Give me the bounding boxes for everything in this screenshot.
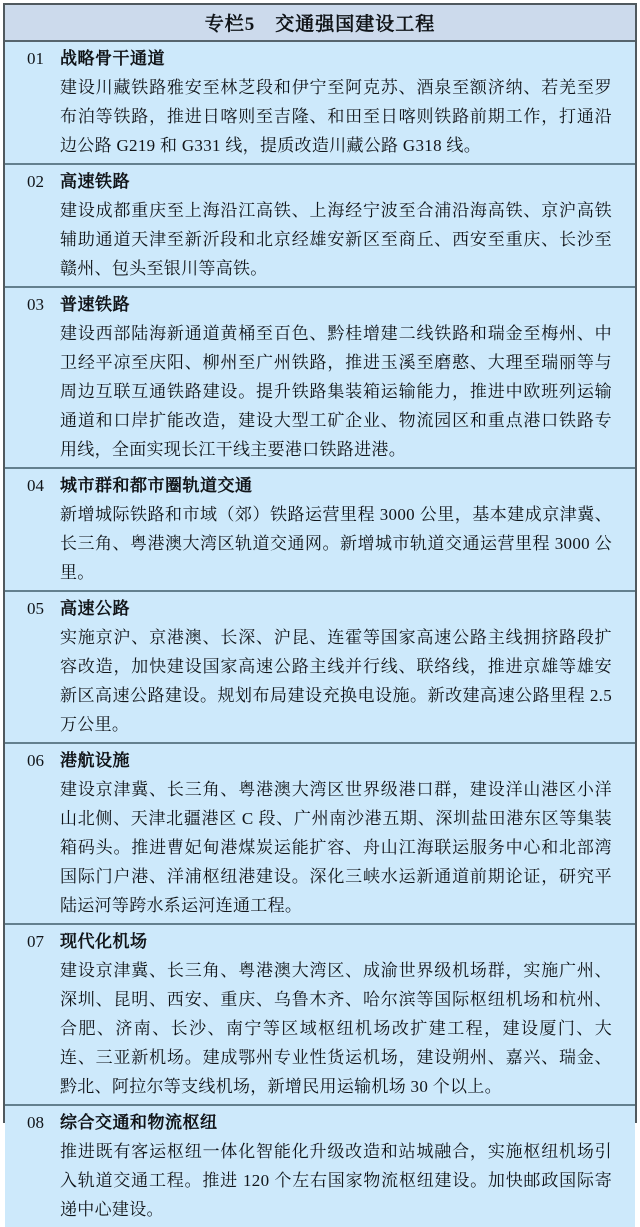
section-number: 08 (27, 1113, 44, 1132)
section-body: 建设成都重庆至上海沿江高铁、上海经宁波至合浦沿海高铁、京沪高铁辅助通道天津至新沂段和北京经雄安新区至商丘、西安至重庆、长沙至赣州、包头至银川等高铁。 (60, 201, 612, 278)
section-content (60, 746, 612, 920)
section-number: 07 (27, 932, 44, 951)
section-row-01 (5, 42, 635, 163)
section-row-02 (5, 163, 635, 286)
section-number: 04 (27, 476, 44, 495)
section-body: 建设川藏铁路雅安至林芝段和伊宁至阿克苏、酒泉至额济纳、若羌至罗布泊等铁路，推进日喀则至吉隆、和田至日喀则铁路前期工作，打通沿边公路 G219 和 G331 线，提质改造川藏公路 G318 线。 (60, 78, 612, 155)
document-panel (3, 3, 637, 1219)
section-list (5, 42, 635, 1227)
section-heading: 综合交通和物流枢纽 (60, 1113, 218, 1132)
section-row-04 (5, 467, 635, 590)
section-number: 02 (27, 172, 44, 191)
section-body: 推进既有客运枢纽一体化智能化升级改造和站城融合，实施枢纽机场引入轨道交通工程。推进 120 个左右国家物流枢纽建设。加快邮政国际寄递中心建设。 (60, 1142, 612, 1219)
section-body: 建设京津冀、长三角、粤港澳大湾区、成渝世界级机场群，实施广州、深圳、昆明、西安、重庆、乌鲁木齐、哈尔滨等国际枢纽机场和杭州、合肥、济南、长沙、南宁等区域枢纽机场改扩建工程，建设厦门、大连、三亚新机场。建成鄂州专业性货运机场，建设朔州、嘉兴、瑞金、黔北、阿拉尔等支线机场，新增民用运输机场 30 个以上。 (60, 961, 612, 1096)
section-row-07 (5, 923, 635, 1104)
section-number: 05 (27, 599, 44, 618)
section-heading: 城市群和都市圈轨道交通 (60, 476, 253, 495)
section-number: 01 (27, 49, 44, 68)
panel-title: 专栏5 交通强国建设工程 (204, 14, 436, 35)
section-body: 建设京津冀、长三角、粤港澳大湾区世界级港口群，建设洋山港区小洋山北侧、天津北疆港区 C 段、广州南沙港五期、深圳盐田港东区等集装箱码头。推进曹妃甸港煤炭运能扩容、舟山江海联运服务中心和北部湾国际门户港、洋浦枢纽港建设。深化三峡水运新通道前期论证，研究平陆运河等跨水系运河连通工程。 (60, 780, 612, 915)
section-content (60, 1108, 612, 1224)
section-body: 实施京沪、京港澳、长深、沪昆、连霍等国家高速公路主线拥挤路段扩容改造，加快建设国家高速公路主线并行线、联络线，推进京雄等雄安新区高速公路建设。规划布局建设充换电设施。新改建高速公路里程 2.5 万公里。 (60, 628, 612, 734)
section-heading: 普速铁路 (60, 295, 130, 314)
section-number: 06 (27, 751, 44, 770)
section-heading: 高速铁路 (60, 172, 130, 191)
section-heading: 现代化机场 (60, 932, 148, 951)
section-number: 03 (27, 295, 44, 314)
section-row-08 (5, 1104, 635, 1227)
section-content (60, 44, 612, 160)
panel-title-bar (5, 5, 635, 42)
section-row-03 (5, 286, 635, 467)
section-content (60, 927, 612, 1101)
section-content (60, 167, 612, 283)
section-heading: 高速公路 (60, 599, 130, 618)
section-body: 新增城际铁路和市域（郊）铁路运营里程 3000 公里，基本建成京津冀、长三角、粤港澳大湾区轨道交通网。新增城市轨道交通运营里程 3000 公里。 (60, 505, 612, 582)
section-heading: 战略骨干通道 (60, 49, 165, 68)
section-content (60, 594, 612, 739)
section-row-06 (5, 742, 635, 923)
section-heading: 港航设施 (60, 751, 130, 770)
section-content (60, 471, 612, 587)
section-row-05 (5, 590, 635, 742)
section-content (60, 290, 612, 464)
section-body: 建设西部陆海新通道黄桶至百色、黔桂增建二线铁路和瑞金至梅州、中卫经平凉至庆阳、柳州至广州铁路，推进玉溪至磨憨、大理至瑞丽等与周边互联互通铁路建设。提升铁路集装箱运输能力，推进中欧班列运输通道和口岸扩能改造，建设大型工矿企业、物流园区和重点港口铁路专用线，全面实现长江干线主要港口铁路进港。 (60, 324, 612, 459)
